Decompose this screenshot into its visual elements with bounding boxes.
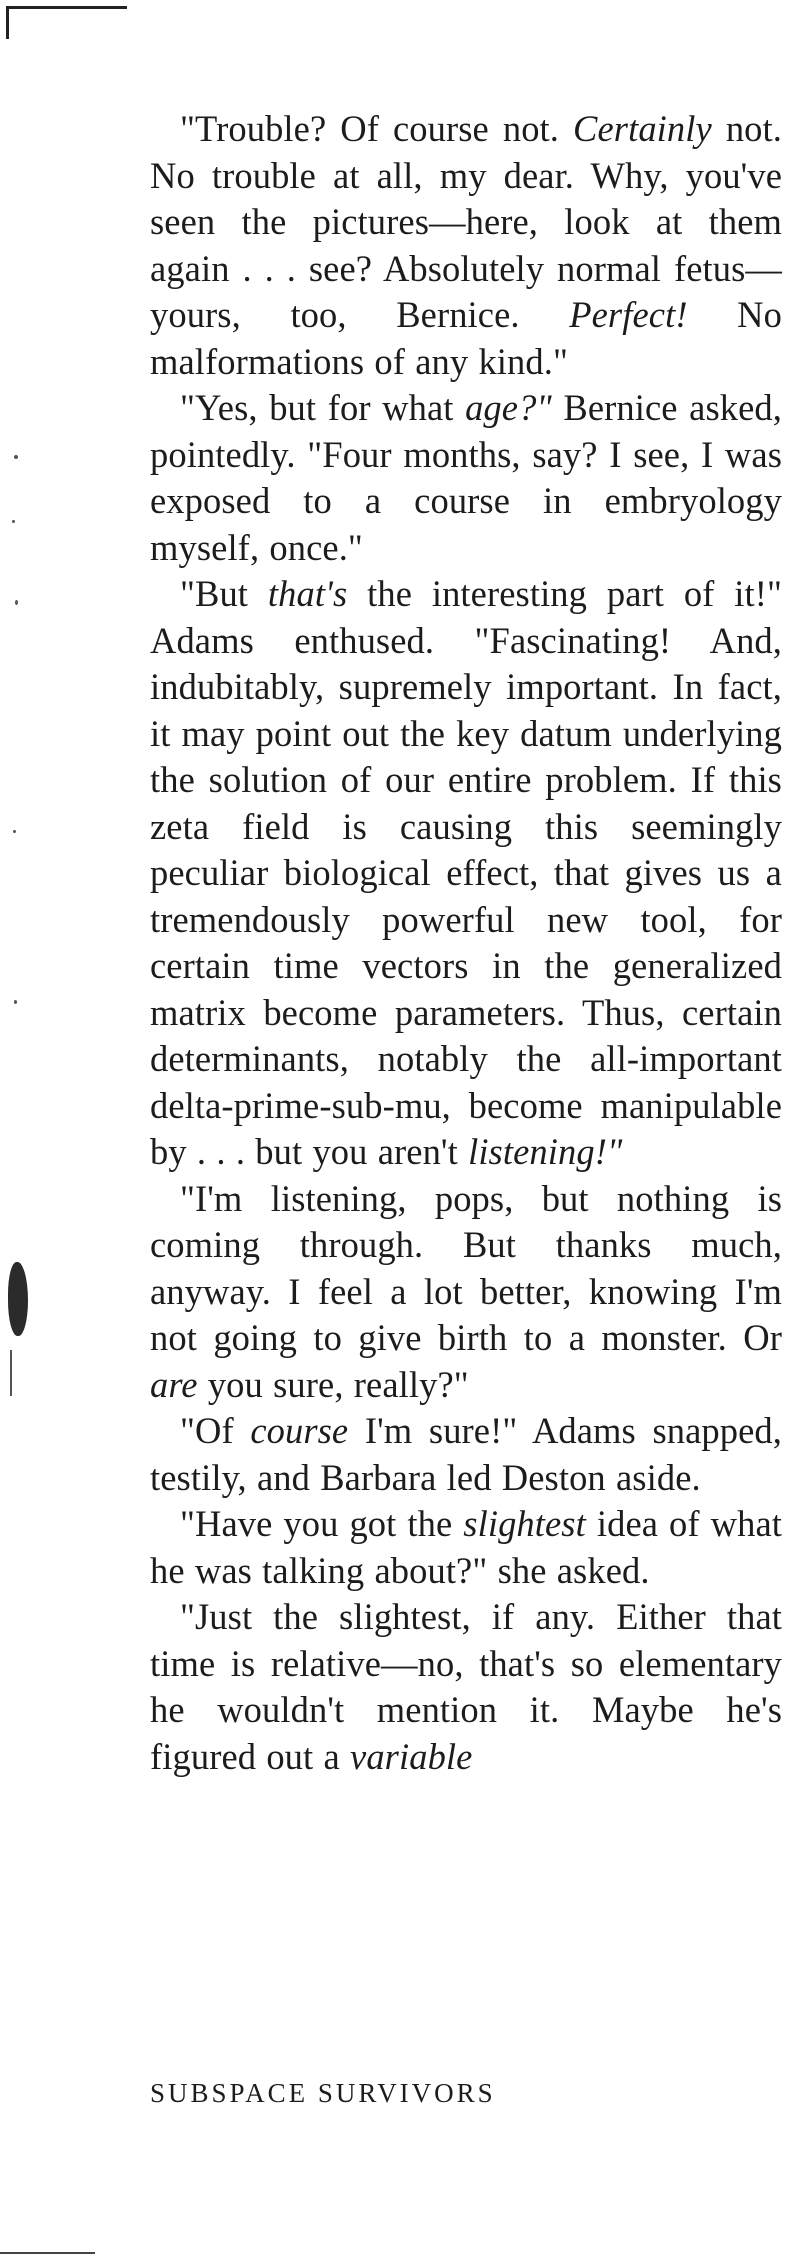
page-corner-mark [6,6,127,39]
margin-ink-blot [8,1262,28,1336]
paragraph: "Yes, but for what age?" Bernice asked, pointedly. "Four months, say? I see, I was exposed to a course in embryology myself, once." [150,387,782,568]
margin-ink-line [10,1350,12,1396]
italic-run: variable [350,1735,473,1777]
margin-speck [13,830,16,833]
margin-speck [14,1000,17,1004]
margin-speck [15,600,18,605]
italic-run: are [150,1363,198,1405]
text-column [150,106,782,1780]
paragraph: "I'm listening, pops, but nothing is coming through. But thanks much, anyway. I feel a lot better, knowing I'm not going to give birth to a monster. Or are you sure, really?" [150,1177,782,1405]
paragraph: "Have you got the slightest idea of what he was talking about?" she asked. [150,1503,782,1591]
running-footer-title: SUBSPACE SURVIVORS [150,2078,496,2108]
paragraph: "Of course I'm sure!" Adams snapped, testily, and Barbara led Deston aside. [150,1410,782,1498]
italic-run: listening!" [468,1131,623,1172]
bottom-rule [0,2252,95,2254]
italic-run: slightest [463,1503,586,1544]
italic-run: Perfect! [569,294,688,335]
paragraph: "Trouble? Of course not. Certainly not. No trouble at all, my dear. Why, you've seen the pictures—here, look at them again . . . see? Absolutely normal fetus—yours, too, Bernice. Perfect! No malformations of any kind." [150,108,782,382]
paragraph: "Just the slightest, if any. Either that time is relative—no, that's so elementary he wouldn't mention it. Maybe he's figured out a variable [150,1596,782,1777]
italic-run: Certainly [573,108,712,149]
italic-run: age?" [465,387,552,428]
italic-run: course [250,1410,349,1451]
margin-speck [12,520,15,523]
margin-speck [14,455,18,459]
paragraph: "But that's the interesting part of it!" Adams enthused. "Fascinating! And, indubitably, supremely important. In fact, it may point out the key datum underlying the solution of our entire problem. If this zeta field is causing this seemingly peculiar biological effect, that gives us a tremendously powerful new tool, for certain time vectors in the generalized matrix become parameters. Thus, certain determinants, notably the all-important delta-prime-sub-mu, become manipulable by . . . but you aren't listening!" [150,573,782,1172]
italic-run: that's [267,573,348,614]
